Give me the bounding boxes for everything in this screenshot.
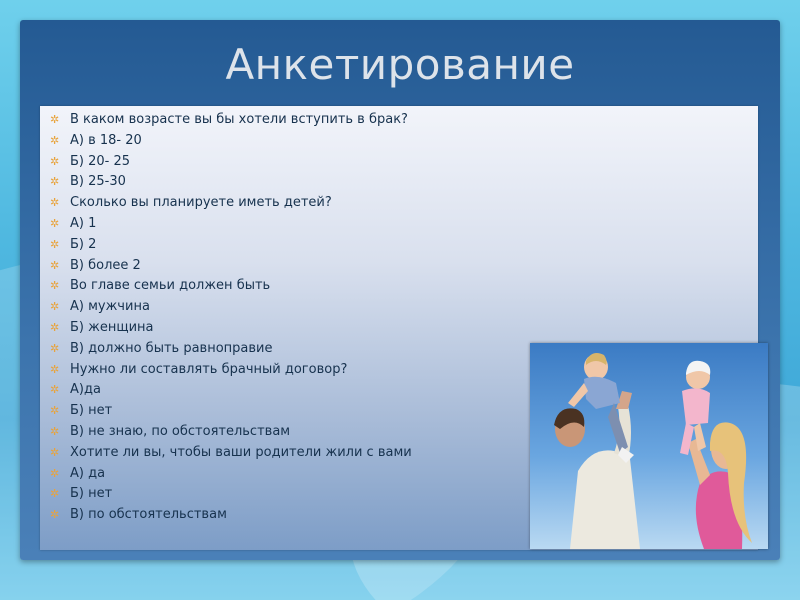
star-bullet-icon: ✲: [50, 175, 60, 189]
list-item-text: А) 1: [70, 215, 97, 231]
list-item-text: А)да: [70, 382, 101, 398]
list-item-text: Б) 2: [70, 236, 97, 252]
star-bullet-icon: ✲: [50, 237, 60, 251]
star-bullet-icon: ✲: [50, 279, 60, 293]
list-item: [50, 110, 758, 131]
list-item: [50, 214, 758, 235]
list-item-text: Нужно ли составлять брачный договор?: [70, 361, 348, 377]
star-bullet-icon: ✲: [50, 133, 60, 147]
list-item-text: В) 25-30: [70, 174, 126, 190]
list-item-text: В) более 2: [70, 257, 141, 273]
list-item-text: Б) 20- 25: [70, 153, 131, 169]
list-item-text: В) не знаю, по обстоятельствам: [70, 423, 291, 439]
list-item: [50, 297, 758, 318]
list-item-text: А) да: [70, 465, 106, 481]
star-bullet-icon: ✲: [50, 300, 60, 314]
list-item: [50, 193, 758, 214]
star-bullet-icon: ✲: [50, 320, 60, 334]
star-bullet-icon: ✲: [50, 362, 60, 376]
star-bullet-icon: ✲: [50, 404, 60, 418]
star-bullet-icon: ✲: [50, 216, 60, 230]
star-bullet-icon: ✲: [50, 383, 60, 397]
star-bullet-icon: ✲: [50, 113, 60, 126]
list-item-text: Сколько вы планируете иметь детей?: [70, 195, 332, 211]
star-bullet-icon: ✲: [50, 424, 60, 438]
list-item-text: В) должно быть равноправие: [70, 340, 273, 356]
list-item-text: Хотите ли вы, чтобы ваши родители жили с вами: [70, 444, 412, 460]
star-bullet-icon: ✲: [50, 154, 60, 168]
star-bullet-icon: ✲: [50, 258, 60, 272]
star-bullet-icon: ✲: [50, 487, 60, 501]
family-illustration: [530, 343, 768, 549]
list-item: [50, 131, 758, 152]
list-item: [50, 172, 758, 193]
star-bullet-icon: ✲: [50, 341, 60, 355]
star-bullet-icon: ✲: [50, 196, 60, 210]
list-item-text: А) мужчина: [70, 299, 150, 315]
list-item-text: В) по обстоятельствам: [70, 507, 227, 523]
family-photo: [530, 343, 768, 549]
list-item: [50, 235, 758, 256]
list-item: [50, 152, 758, 173]
list-item-text: Б) нет: [70, 486, 113, 502]
list-item-text: Б) женщина: [70, 319, 154, 335]
star-bullet-icon: ✲: [50, 508, 60, 522]
list-item-text: Б) нет: [70, 403, 113, 419]
list-item-text: Во главе семьи должен быть: [70, 278, 271, 294]
father-figure: [554, 391, 640, 549]
star-bullet-icon: ✲: [50, 466, 60, 480]
list-item: [50, 318, 758, 339]
list-item-text: В каком возрасте вы бы хотели вступить в брак?: [70, 112, 408, 127]
star-bullet-icon: ✲: [50, 445, 60, 459]
list-item: [50, 256, 758, 277]
list-item-text: А) в 18- 20: [70, 132, 142, 148]
list-item: [50, 276, 758, 297]
slide-title: Анкетирование: [225, 40, 575, 89]
